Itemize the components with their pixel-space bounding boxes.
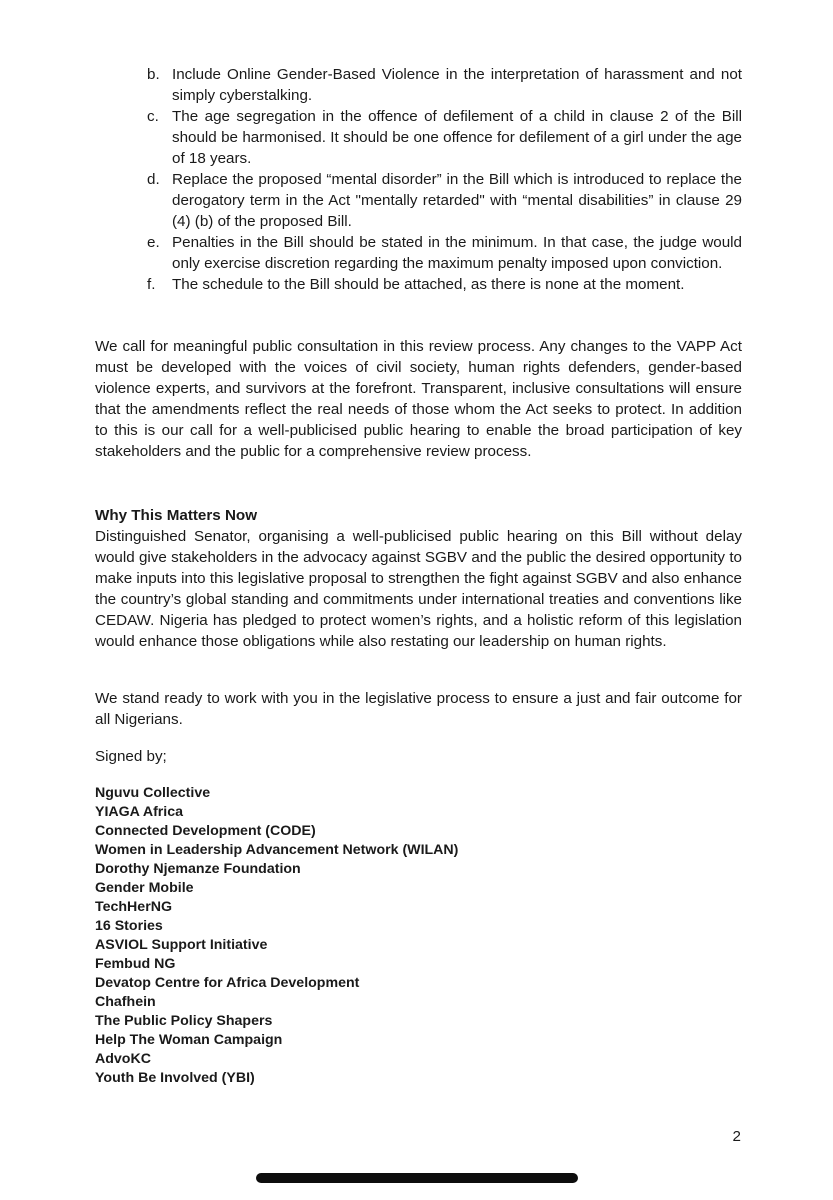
amendment-item — [147, 106, 742, 169]
amendment-text: Replace the proposed “mental disorder” in the Bill which is introduced to replace the derogatory term in the Act "mentally retarded" with “mental disabilities” in clause 29 (4) (b) of the proposed Bill. — [172, 171, 742, 230]
amendment-item — [147, 64, 742, 106]
list-marker: c. — [147, 108, 159, 125]
list-marker: f. — [147, 276, 156, 293]
signatory: Gender Mobile — [95, 880, 194, 896]
amendment-item — [147, 274, 742, 295]
signatories-list — [95, 784, 458, 1088]
signatory: ASVIOL Support Initiative — [95, 937, 268, 953]
signatory: Devatop Centre for Africa Development — [95, 975, 360, 991]
signatory: Connected Development (CODE) — [95, 823, 316, 839]
signatory: Nguvu Collective — [95, 785, 211, 801]
amendment-text: Penalties in the Bill should be stated in the minimum. In that case, the judge would only exercise discretion regarding the maximum penalty imposed upon conviction. — [172, 234, 742, 272]
signatory: Dorothy Njemanze Foundation — [95, 861, 301, 877]
signatory: AdvoKC — [95, 1051, 151, 1067]
signatory: Help The Woman Campaign — [95, 1032, 283, 1048]
signatory: The Public Policy Shapers — [95, 1013, 273, 1029]
signatory: TechHerNG — [95, 899, 172, 915]
section-heading: Why This Matters Now — [95, 507, 258, 524]
signatory: Youth Be Involved (YBI) — [95, 1070, 255, 1086]
amendment-item — [147, 169, 742, 232]
amendment-text: Include Online Gender-Based Violence in the interpretation of harassment and not simply cyberstalking. — [172, 66, 742, 104]
list-marker: d. — [147, 171, 160, 188]
list-marker: e. — [147, 234, 160, 251]
signed-by-label: Signed by; — [95, 748, 167, 765]
amendment-item — [147, 232, 742, 274]
amendment-text: The age segregation in the offence of defilement of a child in clause 2 of the Bill should be harmonised. It should be one offence for defilement of a girl under the age of 18 years. — [172, 108, 742, 167]
page-number: 2 — [732, 1128, 741, 1145]
why-paragraph: Distinguished Senator, organising a well-publicised public hearing on this Bill without delay would give stakeholders in the advocacy against SGBV and the public the desired opportunity to make inputs into this legislative proposal to strengthen the fight against SGBV and also enhance the country’s global standing and commitments under international treaties and conventions like CEDAW. Nigeria has pledged to protect women’s rights, and a holistic reform of this legislation would enhance those obligations while also restating our leadership on human rights. — [95, 528, 742, 650]
amendments-list — [147, 64, 742, 295]
signatory: Fembud NG — [95, 956, 176, 972]
home-indicator[interactable] — [256, 1173, 578, 1183]
signatory: YIAGA Africa — [95, 804, 184, 820]
closing-paragraph: We stand ready to work with you in the legislative process to ensure a just and fair outcome for all Nigerians. — [95, 690, 742, 728]
signatory: 16 Stories — [95, 918, 163, 934]
list-marker: b. — [147, 66, 160, 83]
consultation-paragraph: We call for meaningful public consultation in this review process. Any changes to the VAPP Act must be developed with the voices of civil society, human rights defenders, gender-based violence experts, and survivors at the forefront. Transparent, inclusive consultations will ensure that the amendments reflect the real needs of those whom the Act seeks to protect. In addition to this is our call for a well-publicised public hearing to enable the broad participation of key stakeholders and the public for a comprehensive review process. — [95, 338, 742, 460]
amendment-text: The schedule to the Bill should be attached, as there is none at the moment. — [172, 276, 685, 293]
signatory: Chafhein — [95, 994, 156, 1010]
signatory: Women in Leadership Advancement Network (WILAN) — [95, 842, 459, 858]
